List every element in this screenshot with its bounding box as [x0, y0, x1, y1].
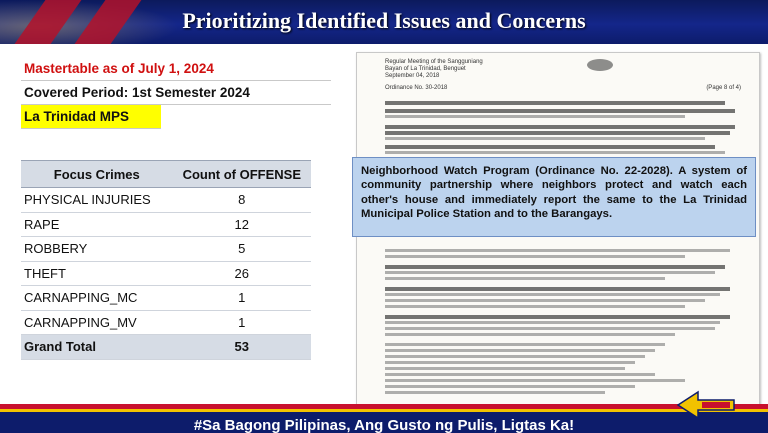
footer-gold-band — [0, 409, 768, 412]
document-ordinance-number: Ordinance No. 30-2018 — [385, 85, 448, 91]
table-row — [21, 310, 311, 335]
document-text-line — [385, 361, 635, 364]
footer-slogan: #Sa Bagong Pilipinas, Ang Gusto ng Pulis, Ligtas Ka! — [193, 417, 575, 433]
document-header-line: Regular Meeting of the Sangguniang — [385, 59, 483, 65]
document-text-line — [385, 355, 645, 358]
document-text-line — [385, 265, 725, 269]
document-text-line — [385, 137, 705, 140]
document-text-line — [385, 131, 730, 135]
table-row — [21, 261, 311, 286]
document-text-line — [385, 255, 685, 258]
document-text-line — [385, 327, 715, 330]
document-text-line — [385, 349, 655, 352]
column-header-focus-crimes: Focus Crimes — [21, 161, 173, 188]
grand-total-count: 53 — [173, 335, 311, 360]
arrow-icon — [676, 388, 736, 422]
grand-total-row — [21, 335, 311, 360]
document-header-line: Bayan of La Trinidad, Benguet — [385, 66, 466, 72]
table-row — [21, 286, 311, 311]
page-title: Prioritizing Identified Issues and Concerns — [182, 8, 586, 33]
document-text-line — [385, 125, 735, 129]
crime-count: 1 — [173, 286, 311, 311]
document-text-line — [385, 379, 685, 382]
crime-name: CARNAPPING_MC — [21, 286, 173, 311]
document-text-line — [385, 145, 715, 149]
document-text-line — [385, 109, 735, 113]
document-text-line — [385, 343, 665, 346]
document-text-line — [385, 277, 665, 280]
document-text-line — [385, 115, 685, 118]
crime-name: CARNAPPING_MV — [21, 310, 173, 335]
document-text-line — [385, 293, 720, 296]
document-text-line — [385, 321, 720, 324]
document-text-line — [385, 391, 605, 394]
crime-name: ROBBERY — [21, 237, 173, 262]
column-header-count: Count of OFFENSE — [173, 161, 311, 188]
covered-period-label: Covered Period: 1st Semester 2024 — [21, 81, 331, 105]
program-callout: Neighborhood Watch Program (Ordinance No. 22-2028). A system of community partnership where neighbors protect and watch each other's house and immediately report the same to the La Trinidad Municipal Police Station and to the Barangays. — [352, 157, 756, 237]
document-text-line — [385, 249, 730, 252]
table-row — [21, 212, 311, 237]
table-row — [21, 237, 311, 262]
crime-name: THEFT — [21, 261, 173, 286]
document-text-line — [385, 367, 625, 370]
focus-crimes-table — [21, 160, 311, 360]
crime-count: 12 — [173, 212, 311, 237]
document-header-line: September 04, 2018 — [385, 73, 440, 79]
crime-count: 8 — [173, 188, 311, 213]
document-text-line — [385, 333, 675, 336]
document-page-number: (Page 8 of 4) — [706, 85, 741, 91]
crime-name: PHYSICAL INJURIES — [21, 188, 173, 213]
document-text-line — [385, 101, 725, 105]
table-row — [21, 188, 311, 213]
document-header — [385, 59, 483, 80]
crime-name: RAPE — [21, 212, 173, 237]
crime-count: 5 — [173, 237, 311, 262]
document-text-line — [385, 315, 730, 319]
document-text-line — [385, 373, 655, 376]
table-header-row — [21, 161, 311, 188]
seal-icon — [587, 59, 613, 71]
grand-total-label: Grand Total — [21, 335, 173, 360]
document-text-line — [385, 385, 635, 388]
document-text-line — [385, 287, 730, 291]
document-text-line — [385, 305, 685, 308]
station-label: La Trinidad MPS — [21, 105, 161, 129]
footer-banner — [0, 404, 768, 433]
crime-count: 1 — [173, 310, 311, 335]
crime-count: 26 — [173, 261, 311, 286]
info-block — [21, 57, 331, 129]
document-text-line — [385, 271, 715, 274]
header-banner — [0, 0, 768, 44]
mastertable-label: Mastertable as of July 1, 2024 — [21, 57, 331, 81]
document-text-line — [385, 299, 705, 302]
document-text-line — [385, 151, 725, 154]
